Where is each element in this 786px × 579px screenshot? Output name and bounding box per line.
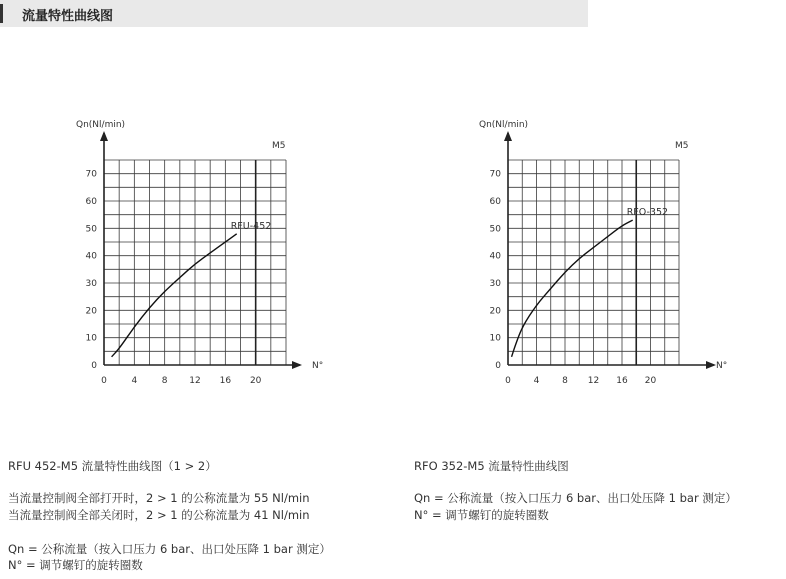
y-tick-label: 50 — [85, 224, 97, 235]
series-label: RFO-352 — [626, 207, 669, 219]
y-tick-label: 30 — [489, 279, 501, 289]
y-axis-label: Qn(Nl/min) — [76, 120, 126, 130]
grid-lines — [508, 160, 679, 365]
y-tick-label: 60 — [489, 197, 501, 207]
y-tick-label: 70 — [85, 169, 97, 180]
x-axis-label: N° — [716, 361, 728, 371]
x-axis-label: N° — [312, 361, 324, 371]
note-n-definition-right: N° = 调节螺钉的旋转圈数 — [414, 508, 549, 522]
x-tick-label: 12 — [189, 376, 201, 386]
x-tick-label: 0 — [101, 376, 107, 386]
y-tick-label: 60 — [85, 197, 97, 207]
note-n-definition-left: N° = 调节螺钉的旋转圈数 — [8, 558, 143, 572]
note-qn-definition-left: Qn = 公称流量（按入口压力 6 bar、出口处压降 1 bar 测定） — [8, 542, 331, 556]
x-tick-label: 4 — [533, 376, 540, 386]
y-tick-label: 30 — [85, 279, 97, 289]
y-tick-label: 0 — [495, 361, 501, 371]
y-tick-label: 10 — [489, 333, 501, 344]
note-closed-flow: 当流量控制阀全部关闭时，2 > 1 的公称流量为 41 Nl/min — [8, 508, 310, 522]
x-tick-label: 16 — [616, 376, 628, 386]
note-qn-definition-right: Qn = 公称流量（按入口压力 6 bar、出口处压降 1 bar 测定） — [414, 491, 737, 505]
y-tick-label: 20 — [489, 306, 501, 317]
y-axis-label: Qn(Nl/min) — [479, 120, 529, 130]
y-tick-label: 70 — [489, 169, 501, 180]
series-label: RFU-452 — [230, 220, 272, 232]
y-axis-arrow — [504, 131, 512, 141]
x-tick-label: 4 — [131, 376, 138, 386]
y-tick-label: 10 — [85, 333, 97, 344]
corner-label: M5 — [675, 141, 689, 151]
section-title: 流量特性曲线图 — [22, 9, 114, 24]
y-tick-label: 40 — [489, 251, 501, 262]
y-tick-label: 0 — [91, 361, 97, 371]
y-tick-label: 40 — [85, 251, 97, 262]
x-tick-label: 12 — [587, 376, 600, 386]
x-tick-label: 20 — [249, 376, 262, 386]
chart-caption-rfo-352: RFO 352-M5 流量特性曲线图 — [414, 459, 569, 473]
x-tick-label: 20 — [644, 376, 657, 386]
x-tick-label: 16 — [219, 376, 232, 386]
chart-caption-rfu-452: RFU 452-M5 流量特性曲线图（1 > 2） — [8, 459, 217, 473]
y-tick-label: 50 — [489, 224, 501, 235]
x-tick-label: 8 — [562, 376, 568, 386]
x-axis-arrow — [706, 361, 716, 369]
corner-label: M5 — [272, 141, 286, 151]
series-curve — [512, 220, 633, 357]
y-tick-label: 20 — [85, 306, 97, 317]
x-tick-label: 0 — [505, 376, 511, 386]
x-tick-label: 8 — [161, 376, 168, 386]
note-open-flow: 当流量控制阀全部打开时，2 > 1 的公称流量为 55 Nl/min — [8, 491, 310, 505]
